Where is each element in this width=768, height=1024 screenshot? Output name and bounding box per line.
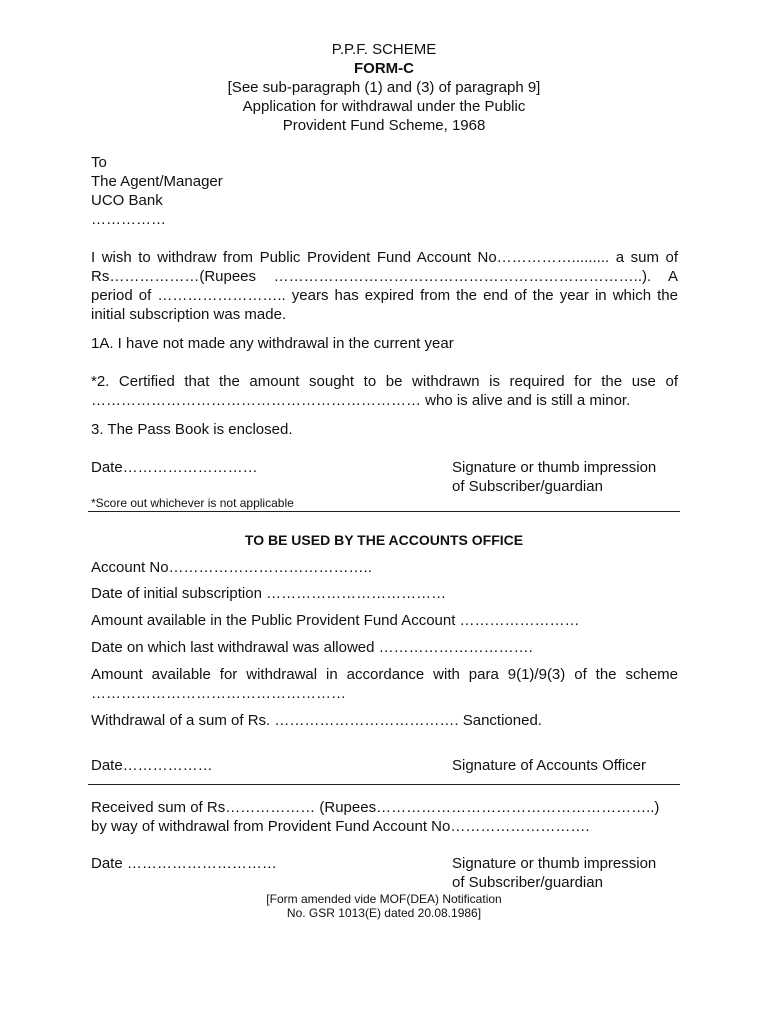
receipt-line1: Received sum of Rs……………… (Rupees………………………………………………..) xyxy=(91,799,660,816)
amendment-footer xyxy=(0,892,768,920)
receipt-line2: by way of withdrawal from Provident Fund Account No………………………. xyxy=(91,818,590,835)
section-divider xyxy=(88,511,680,512)
address-bank: UCO Bank xyxy=(91,192,163,209)
address-to: To xyxy=(91,154,107,171)
applicant-signature-line1: Signature or thumb impression xyxy=(452,459,657,476)
receipt-divider xyxy=(88,784,680,785)
last-withdrawal-date-field: Date on which last withdrawal was allowed …………………………. xyxy=(91,639,533,656)
applicant-signature-line2: of Subscriber/guardian xyxy=(452,478,603,495)
address-blank: …………… xyxy=(91,211,166,228)
item-3: 3. The Pass Book is enclosed. xyxy=(91,421,293,438)
receipt-signature-line2: of Subscriber/guardian xyxy=(452,874,603,891)
applicant-signature xyxy=(452,458,682,496)
form-header xyxy=(0,40,768,135)
receipt-signature xyxy=(452,854,682,892)
receipt-date: Date ………………………… xyxy=(91,855,277,872)
application-paragraph: I wish to withdraw from Public Provident Fund Account No……………......... a sum of Rs………………(Rupees ………………………………………………………………..). A period of …………………….. years has expired from the end of the year in which the initial subscription was made. xyxy=(91,249,678,323)
sanctioned-field: Withdrawal of a sum of Rs. ………………………………. Sanctioned. xyxy=(91,712,542,729)
address-recipient: The Agent/Manager xyxy=(91,173,223,190)
accounts-officer-signature: Signature of Accounts Officer xyxy=(452,757,646,774)
scheme-name: P.P.F. SCHEME xyxy=(331,41,437,58)
footer-line1: [Form amended vide MOF(DEA) Notification xyxy=(266,892,502,906)
item-2: *2. Certified that the amount sought to be withdrawn is required for the use of ………………………………………………………… who is alive and is still a minor. xyxy=(91,373,678,409)
accounts-office-heading: TO BE USED BY THE ACCOUNTS OFFICE xyxy=(244,532,524,548)
accounts-date: Date……………… xyxy=(91,757,213,774)
form-title-line1: Application for withdrawal under the Public xyxy=(242,98,526,115)
footer-line2: No. GSR 1013(E) dated 20.08.1986] xyxy=(286,906,482,920)
address-block xyxy=(91,153,678,229)
receipt-signature-line1: Signature or thumb impression xyxy=(452,855,657,872)
receipt-block xyxy=(91,798,678,836)
amount-available-field: Amount available in the Public Provident Fund Account …………………… xyxy=(91,612,580,629)
initial-subscription-date-field: Date of initial subscription ……………………………… xyxy=(91,585,447,602)
form-reference: [See sub-paragraph (1) and (3) of paragraph 9] xyxy=(227,79,541,96)
amount-for-withdrawal-field: Amount available for withdrawal in accordance with para 9(1)/9(3) of the scheme …………………………………………… xyxy=(91,666,678,702)
account-no-field: Account No………………………………….. xyxy=(91,559,372,576)
item-1a: 1A. I have not made any withdrawal in the current year xyxy=(91,335,454,352)
form-number: FORM-C xyxy=(354,60,414,77)
applicant-date: Date……………………… xyxy=(91,459,258,476)
score-out-note: *Score out whichever is not applicable xyxy=(91,496,294,510)
form-title-line2: Provident Fund Scheme, 1968 xyxy=(282,117,486,134)
